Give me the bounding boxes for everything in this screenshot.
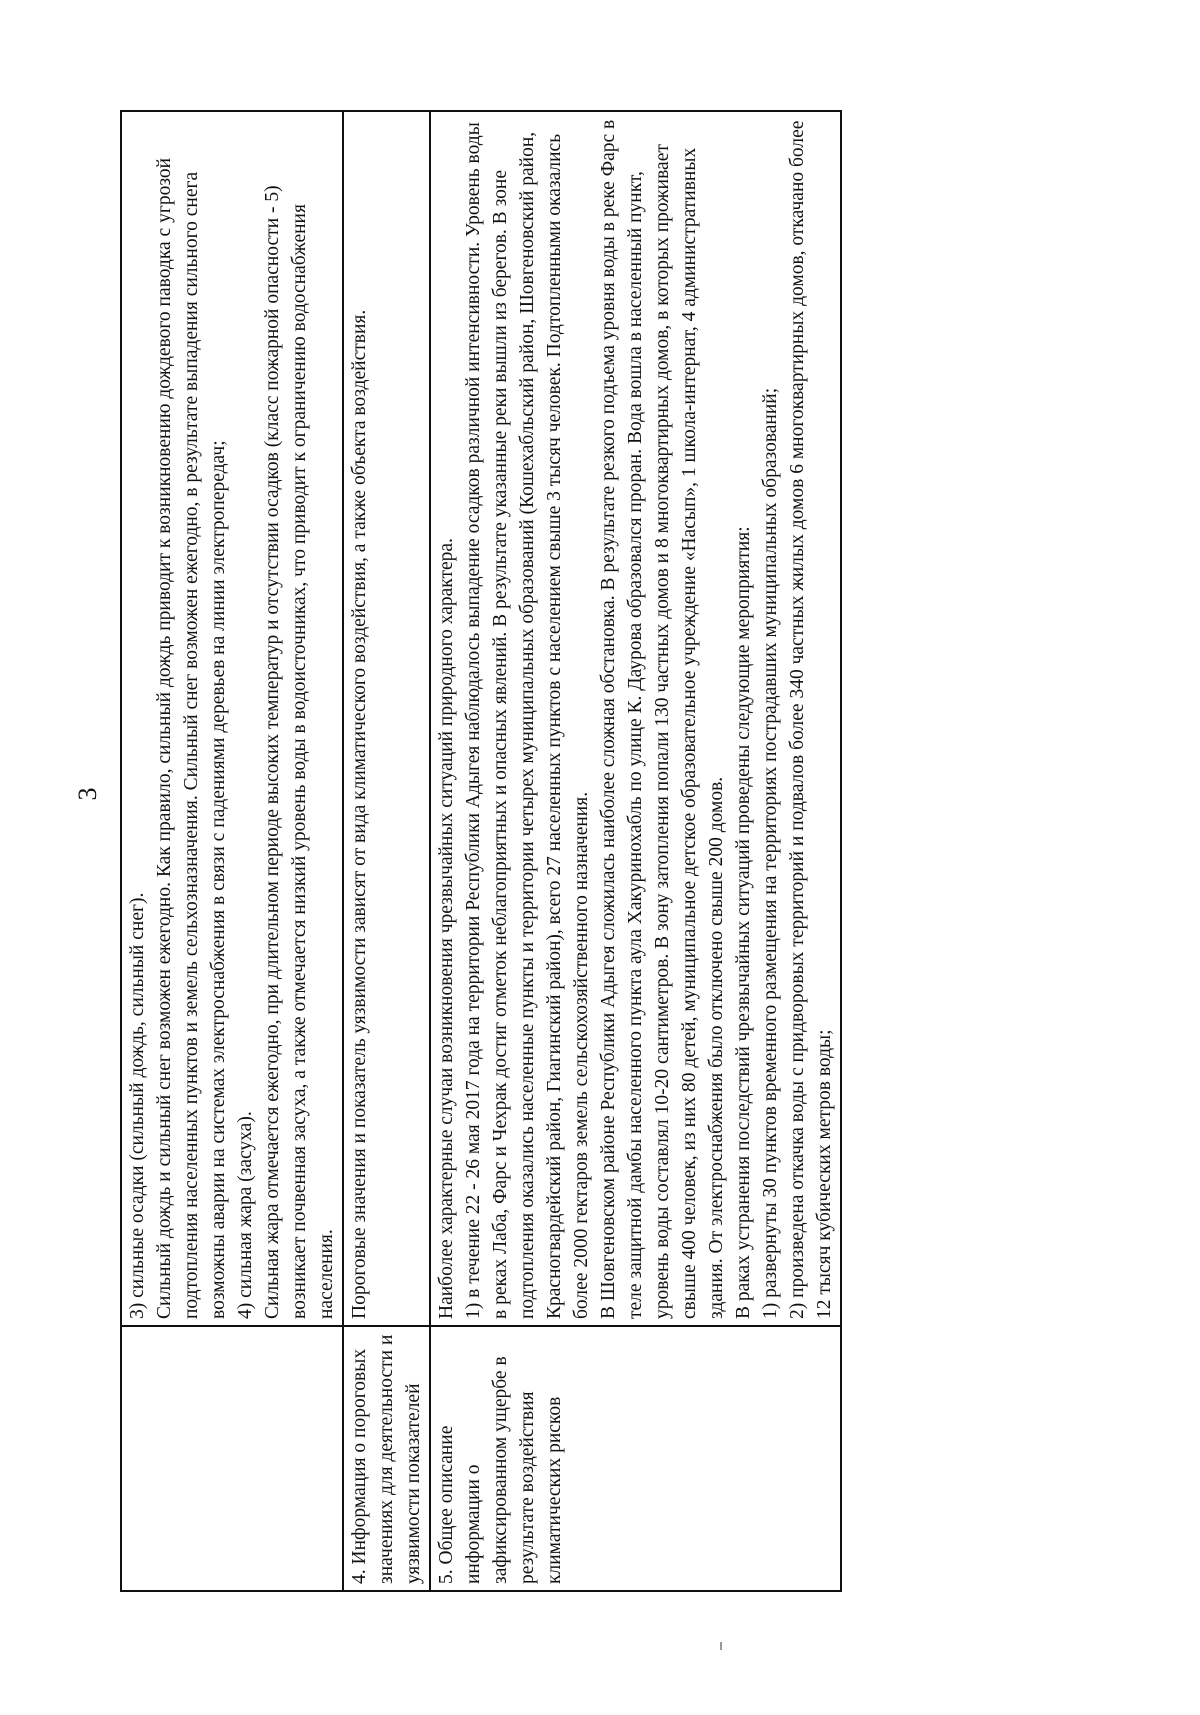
row-label (121, 1326, 343, 1591)
row-content (121, 111, 343, 1326)
paragraph: Сильная жара отмечается ежегодно, при длительном периоде высоких температур и отсутствии осадков (класс пожарной опасности - 5) возникает почвенная засуха, а также отмечается низкий уровень воды в водоисточниках, что приводит к ограничению водоснабжения населения. (262, 185, 337, 1319)
paragraph: 1) развернуты 30 пунктов временного размещения на территориях пострадавших муниципальных образований; (760, 387, 781, 1319)
paragraph: В Шовгеновском районе Республики Адыгея сложилась наиболее сложная обстановка. В результате резкого подъема уровня воды в реке Фарс в теле защитной дамбы населенного пункта аула Хакуринохабль по улице К. Даурова образовался проран. Вода вошла в населенный пункт, уровень воды составлял 10-20 сантиметров. В зону затопления попали 130 частных домов и 8 многоквартирных домов, в которых проживает свыше 400 человек, из них 80 детей, муниципальное детское образовательное учреждение «Насып», 1 школа-интернат, 4 административных здания. От электроснабжения было отключено свыше 200 домов. (598, 119, 727, 1319)
info-table (120, 110, 842, 1592)
row-label: 5. Общее описание информации о зафиксированном ущербе в результате воздействия климатических рисков (430, 1326, 841, 1591)
rotated-page-content (120, 110, 970, 1592)
page-number: 3 (73, 787, 102, 801)
paragraph: Пороговые значения и показатель уязвимости зависят от вида климатического воздействия, а также объекта воздействия. (349, 309, 370, 1319)
row-content (430, 111, 841, 1326)
paragraph: 1) в течение 22 - 26 мая 2017 года на территории Республики Адыгея наблюдалось выпадение осадков различной интенсивности. Уровень воды в реках Лаба, Фарс и Чехрак достиг отметок неблагоприятных и опасных явлений. В результате указанные реки вышли из берегов. В зоне подтопления оказались населенные пункты и территории четырех муниципальных образований (Кошехабльский район, Шовгеновский район, Красногвардейский район, Гиагинский район), всего 27 населенных пунктов с населением свыше 3 тысяч человек. Подтопленными оказались более 2000 гектаров земель сельскохозяйственного назначения. (463, 122, 592, 1319)
table-row (430, 111, 841, 1591)
paragraph: 3) сильные осадки (сильный дождь, сильный снег). (127, 892, 148, 1319)
paragraph: Наиболее характерные случаи возникновения чрезвычайных ситуаций природного характера. (436, 538, 457, 1319)
paragraph: 2) произведена откачка воды с придворовых территорий и подвалов более 340 частных жилых домов 6 многоквартирных домов, откачано более 12 тысяч кубических метров воды; (787, 120, 835, 1319)
row-content (343, 111, 430, 1326)
paragraph: В раках устранения последствий чрезвычайных ситуаций проведены следующие мероприятия: (733, 526, 754, 1319)
paragraph: Сильный дождь и сильный снег возможен ежегодно. Как правило, сильный дождь приводит к возникновению дождевого паводка с угрозой подтопления населенных пунктов и земель сельхозназначения. Сильный снег возможен ежегодно, в результате выпадения сильного снега возможны аварии на системах электроснабжения в связи с падениями деревьев на линии электропередач; (154, 157, 229, 1319)
scan-speck (720, 1642, 722, 1650)
table-row (343, 111, 430, 1591)
table-row (121, 111, 343, 1591)
row-label: 4. Информация о пороговых значениях для деятельности и уязвимости показателей (343, 1326, 430, 1591)
paragraph: 4) сильная жара (засуха). (235, 1111, 256, 1319)
